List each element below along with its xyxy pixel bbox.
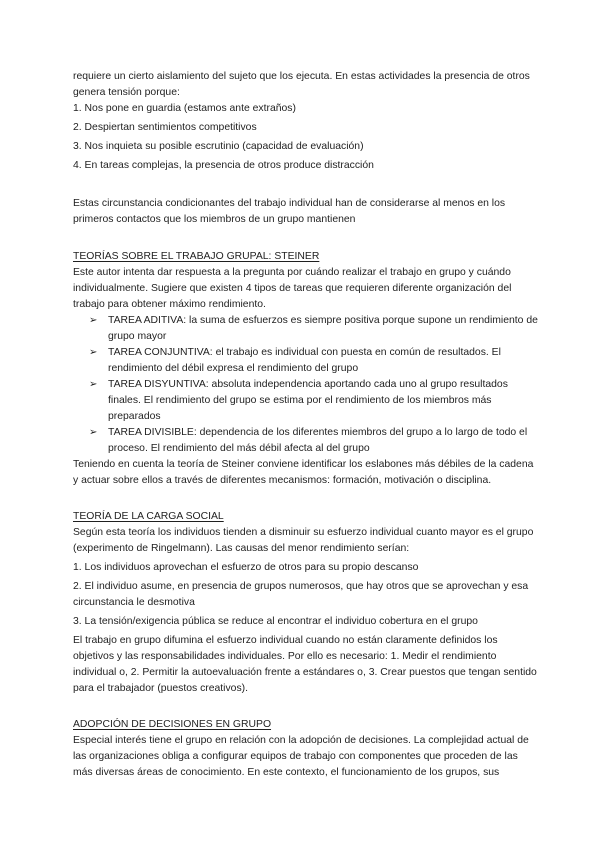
decisiones-paragraph: Especial interés tiene el grupo en relación con la adopción de decisiones. La complejidad actual de las organizaciones obliga a configurar equipos de trabajo con componentes que proceden de las más diversas áreas de conocimiento. En este contexto, el funcionamiento de los grupos, sus xyxy=(73,735,529,778)
list-item-text: TAREA DIVISIBLE: dependencia de los diferentes miembros del grupo a lo largo de todo el proceso. El rendimiento del más débil afecta al del grupo xyxy=(108,427,528,454)
steiner-task-list xyxy=(73,313,540,457)
arrow-bullet-icon: ➢ xyxy=(89,315,98,326)
carga-social-paragraph: Según esta teoría los individuos tienden a disminuir su esfuerzo individual cuanto mayor es el grupo (experimento de Ringelmann). Las causas del menor rendimiento serían: xyxy=(73,527,534,554)
carga-social-item-2: 2. El individuo asume, en presencia de grupos numerosos, que hay otros que se aprovechan y esa circunstancia le desmotiva xyxy=(73,581,529,608)
list-item xyxy=(89,313,540,345)
carga-social-heading: TEORÍA DE LA CARGA SOCIAL xyxy=(73,511,224,522)
decisiones-heading: ADOPCIÓN DE DECISIONES EN GRUPO xyxy=(73,719,272,730)
steiner-heading: TEORÍAS SOBRE EL TRABAJO GRUPAL: STEINER xyxy=(73,251,320,262)
arrow-bullet-icon: ➢ xyxy=(89,379,98,390)
intro-item-2: 2. Despiertan sentimientos competitivos xyxy=(73,122,257,133)
steiner-paragraph: Este autor intenta dar respuesta a la pregunta por cuándo realizar el trabajo en grupo y cuándo individualmente. Sugiere que existen 4 tipos de tareas que requieren diferente organización del trabajo para obtener máximo rendimiento. xyxy=(73,267,512,310)
intro-paragraph: requiere un cierto aislamiento del sujeto que los ejecuta. En estas actividades la presencia de otros genera tensión porque: xyxy=(73,71,530,98)
intro-item-1: 1. Nos pone en guardia (estamos ante extraños) xyxy=(73,103,296,114)
intro-item-3: 3. Nos inquieta su posible escrutinio (capacidad de evaluación) xyxy=(73,141,364,152)
list-item xyxy=(89,425,540,457)
carga-social-closing: El trabajo en grupo difumina el esfuerzo individual cuando no están claramente definidos los objetivos y las responsabilidades individuales. Por ello es necesario: 1. Medir el rendimiento individual o, 2. Permitir la autoevaluación frente a estándares o, 3. Crear puestos que tengan sentido para el trabajador (puestos creativos). xyxy=(73,635,537,694)
steiner-closing: Teniendo en cuenta la teoría de Steiner conviene identificar los eslabones más débiles de la cadena y actuar sobre ellos a través de diferentes mecanismos: formación, motivación o disciplina. xyxy=(73,459,534,486)
carga-social-item-3: 3. La tensión/exigencia pública se reduce al encontrar el individuo cobertura en el grupo xyxy=(73,616,478,627)
list-item-text: TAREA DISYUNTIVA: absoluta independencia aportando cada uno al grupo resultados finales. El rendimiento del grupo se estima por el rendimiento de los miembros más preparados xyxy=(108,379,508,422)
carga-social-item-1: 1. Los individuos aprovechan el esfuerzo de otros para su propio descanso xyxy=(73,562,419,573)
list-item-text: TAREA CONJUNTIVA: el trabajo es individual con puesta en común de resultados. El rendimiento del débil expresa el rendimiento del grupo xyxy=(108,347,501,374)
arrow-bullet-icon: ➢ xyxy=(89,427,98,438)
intro-item-4: 4. En tareas complejas, la presencia de otros produce distracción xyxy=(73,160,374,171)
list-item xyxy=(89,345,540,377)
intro-closing: Estas circunstancia condicionantes del trabajo individual han de considerarse al menos en los primeros contactos que los miembros de un grupo mantienen xyxy=(73,198,506,225)
arrow-bullet-icon: ➢ xyxy=(89,347,98,358)
list-item-text: TAREA ADITIVA: la suma de esfuerzos es siempre positiva porque supone un rendimiento de grupo mayor xyxy=(108,315,538,342)
list-item xyxy=(89,377,540,425)
